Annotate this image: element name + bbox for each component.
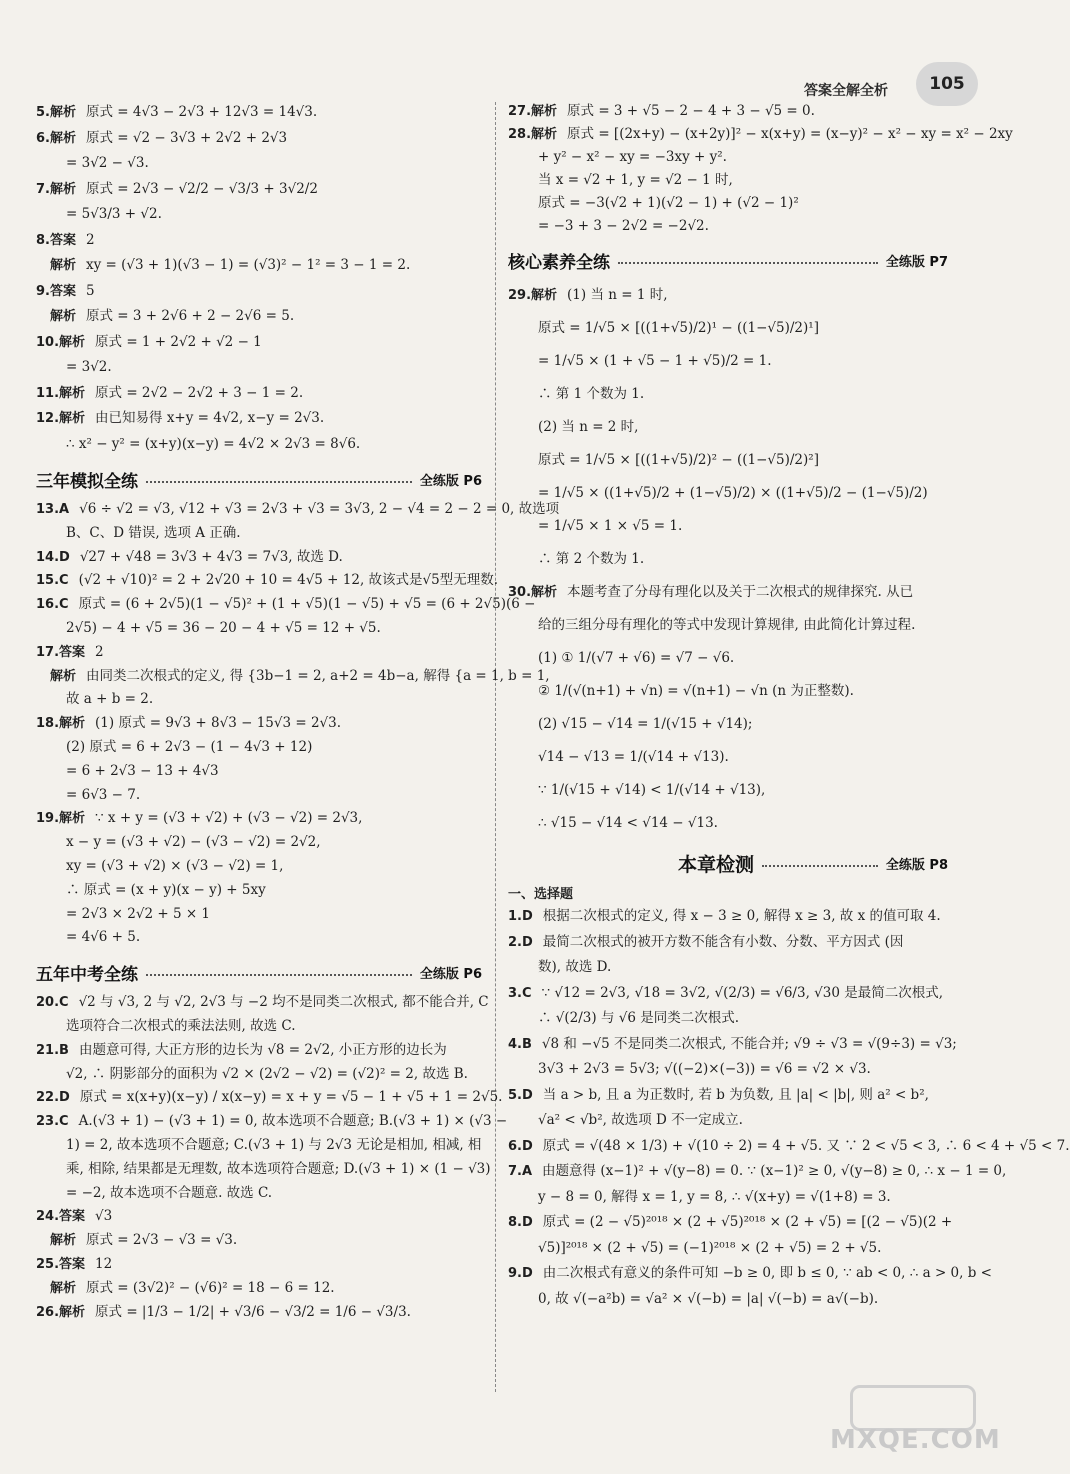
answer-line bbox=[36, 784, 482, 808]
answer-text: 原式 = 3 + 2√6 + 2 − 2√6 = 5. bbox=[86, 308, 295, 324]
answer-line bbox=[508, 1134, 1070, 1160]
answer-text: 原式 = 1/√5 × [((1+√5)/2)² − ((1−√5)/2)²] bbox=[538, 452, 819, 468]
answer-text: √6 ÷ √2 = √3, √12 + √3 = 2√3 + √3 = 3√3, 2 − √4 = 2 − 2 = 0, 故选项 bbox=[79, 501, 560, 517]
answer-text: = 6√3 − 7. bbox=[66, 786, 141, 803]
leader-dots bbox=[618, 262, 878, 264]
answer-line bbox=[508, 444, 948, 477]
answer-label: 8.答案 bbox=[36, 232, 76, 248]
answer-text: 原式 = (3√2)² − (√6)² = 18 − 6 = 12. bbox=[86, 1279, 335, 1296]
answer-text: 选项符合二次根式的乘法法则, 故选 C. bbox=[66, 1017, 296, 1034]
answer-line bbox=[36, 330, 482, 356]
answer-line bbox=[36, 760, 482, 784]
answer-text: √8 和 −√5 不是同类二次根式, 不能合并; √9 ÷ √3 = √(9÷3) = √3; bbox=[541, 1035, 957, 1052]
answer-line bbox=[508, 345, 948, 378]
page-number: 105 bbox=[916, 62, 978, 106]
answer-line bbox=[36, 831, 482, 855]
answer-text: (1) ① 1/(√7 + √6) = √7 − √6. bbox=[538, 650, 735, 666]
answer-text: = 4√6 + 5. bbox=[66, 929, 141, 946]
answer-label: 4.B bbox=[508, 1036, 532, 1052]
answer-line bbox=[36, 151, 482, 177]
answer-text: 当 a > b, 且 a 为正数时, 若 b 为负数, 且 |a| < |b|, 则 a² < b², bbox=[542, 1086, 929, 1103]
answer-line bbox=[36, 1134, 482, 1158]
answer-line bbox=[508, 774, 948, 807]
answer-label: 27.解析 bbox=[508, 104, 558, 119]
answer-text: 根据二次根式的定义, 得 x − 3 ≥ 0, 解得 x ≥ 3, 故 x 的值可取 4. bbox=[542, 908, 941, 924]
answer-line bbox=[36, 202, 482, 228]
section-title: 核心素养全练 bbox=[508, 253, 610, 273]
answer-line bbox=[508, 576, 948, 609]
answer-text: ∵ x + y = (√3 + √2) + (√3 − √2) = 2√3, bbox=[95, 810, 363, 827]
answer-text: 1) = 2, 故本选项不合题意; C.(√3 + 1) 与 2√3 无论是相加, 相减, 相 bbox=[66, 1136, 482, 1153]
answer-text: ∴ 第 1 个数为 1. bbox=[538, 386, 645, 402]
answer-label: 16.C bbox=[36, 597, 69, 613]
answer-text: = 3√2 − √3. bbox=[66, 155, 149, 171]
answer-line bbox=[508, 312, 948, 345]
answer-label: 15.C bbox=[36, 573, 69, 589]
answer-line bbox=[508, 146, 948, 169]
watermark-text: MXQE.COM bbox=[830, 1425, 1001, 1455]
answer-text: √3 bbox=[95, 1208, 113, 1225]
answer-label: 解析 bbox=[50, 258, 77, 273]
answer-line bbox=[508, 904, 948, 930]
answer-text: (2) 当 n = 2 时, bbox=[538, 419, 639, 435]
answer-label: 23.C bbox=[36, 1114, 69, 1130]
answer-line bbox=[36, 593, 536, 617]
answer-text: 3√3 + 2√3 = 5√3; √((−2)×(−3)) = √6 = √2 × √3. bbox=[538, 1061, 871, 1077]
answer-text: 2√5) − 4 + √5 = 36 − 20 − 4 + √5 = 12 + √5. bbox=[66, 619, 381, 636]
leader-dots bbox=[762, 865, 878, 867]
answer-line bbox=[508, 708, 948, 741]
answer-text: 原式 = |1/3 − 1/2| + √3/6 − √3/2 = 1/6 − √3/3. bbox=[95, 1303, 411, 1320]
answer-text: xy = (√3 + 1)(√3 − 1) = (√3)² − 1² = 3 − 1 = 2. bbox=[86, 257, 411, 273]
answer-label: 9.D bbox=[508, 1266, 533, 1281]
answer-line bbox=[508, 1108, 948, 1134]
answer-text: ∵ 1/(√15 + √14) < 1/(√14 + √13), bbox=[538, 782, 766, 798]
answer-line bbox=[508, 1083, 948, 1109]
answer-text: 原式 = [(2x+y) − (x+2y)]² − x(x+y) = (x−y)² − x² − xy = x² − 2xy bbox=[567, 126, 1013, 142]
answer-text: 原式 = 2√2 − 2√2 + 3 − 1 = 2. bbox=[95, 384, 304, 401]
answer-text: = 1/√5 × (1 + √5 − 1 + √5)/2 = 1. bbox=[538, 353, 772, 369]
answer-line bbox=[36, 641, 482, 665]
answer-label: 30.解析 bbox=[508, 585, 558, 600]
answer-text: 由二次根式有意义的条件可知 −b ≥ 0, 即 b ≤ 0, ∵ ab < 0, ∴ a > 0, b < bbox=[542, 1265, 992, 1281]
answer-text: 原式 = 1 + 2√2 + √2 − 1 bbox=[95, 333, 262, 350]
answer-label: 5.D bbox=[508, 1087, 533, 1103]
right-block-3 bbox=[508, 904, 1070, 1312]
answer-line bbox=[36, 381, 482, 407]
answer-line bbox=[36, 1086, 503, 1110]
answer-text: 本题考查了分母有理化以及关于二次根式的规律探究. 从已 bbox=[567, 584, 914, 600]
answer-text: 当 x = √2 + 1, y = √2 − 1 时, bbox=[538, 172, 733, 188]
answer-label: 13.A bbox=[36, 502, 70, 517]
answer-line bbox=[36, 253, 482, 279]
answer-line bbox=[36, 177, 482, 203]
answer-label: 2.D bbox=[508, 934, 533, 950]
answer-line bbox=[36, 279, 482, 305]
answer-line bbox=[36, 991, 489, 1015]
answer-text: (2) 原式 = 6 + 2√3 − (1 − 4√3 + 12) bbox=[66, 738, 313, 755]
answer-line bbox=[36, 432, 482, 458]
answer-label: 22.D bbox=[36, 1090, 70, 1106]
answer-label: 29.解析 bbox=[508, 288, 558, 303]
answer-label: 24.答案 bbox=[36, 1209, 86, 1225]
answer-label: 19.解析 bbox=[36, 811, 86, 827]
answer-text: 原式 = −3(√2 + 1)(√2 − 1) + (√2 − 1)² bbox=[538, 195, 799, 211]
answer-text: 原式 = 2√3 − √3 = √3. bbox=[86, 1232, 238, 1249]
answer-line bbox=[36, 1110, 508, 1134]
answer-line bbox=[36, 498, 560, 522]
answer-text: √14 − √13 = 1/(√14 + √13). bbox=[538, 749, 729, 765]
answer-line bbox=[508, 1210, 953, 1236]
answer-line bbox=[508, 378, 948, 411]
answer-text: 原式 = 1/√5 × [((1+√5)/2)¹ − ((1−√5)/2)¹] bbox=[538, 320, 819, 336]
answer-line bbox=[36, 100, 482, 126]
answer-line bbox=[36, 126, 482, 152]
answer-line bbox=[508, 955, 948, 981]
answer-label: 17.答案 bbox=[36, 644, 86, 660]
answer-text: = 3√2. bbox=[66, 359, 112, 375]
answer-text: 原式 = √2 − 3√3 + 2√2 + 2√3 bbox=[85, 129, 288, 146]
answer-line bbox=[508, 279, 948, 312]
answer-text: 由同类二次根式的定义, 得 {3b−1 = 2, a+2 = 4b−a, 解得 {a = 1, b = 1, bbox=[86, 667, 550, 684]
answer-text: (1) 原式 = 9√3 + 8√3 − 15√3 = 2√3. bbox=[95, 715, 342, 732]
answer-label: 解析 bbox=[50, 309, 77, 324]
answer-line bbox=[508, 543, 948, 576]
right-block-1 bbox=[508, 100, 1013, 238]
answer-text: 故 a + b = 2. bbox=[66, 691, 154, 708]
column-divider bbox=[495, 102, 496, 1392]
answer-line bbox=[508, 675, 948, 708]
answer-text: ∴ x² − y² = (x+y)(x−y) = 4√2 × 2√3 = 8√6. bbox=[66, 435, 361, 452]
answer-text: 原式 = 2√3 − √2/2 − √3/3 + 3√2/2 bbox=[85, 180, 318, 197]
right-block-2 bbox=[508, 279, 948, 840]
answer-line bbox=[508, 1159, 1007, 1185]
answer-line bbox=[508, 1032, 957, 1058]
answer-text: √5)]²⁰¹⁸ × (2 + √5) = (−1)²⁰¹⁸ × (2 + √5) = 2 + √5. bbox=[538, 1239, 882, 1256]
answer-label: 7.解析 bbox=[36, 181, 76, 197]
answer-text: ∴ 原式 = (x + y)(x − y) + 5xy bbox=[66, 881, 266, 898]
answer-line bbox=[36, 807, 482, 831]
answer-text: 2 bbox=[85, 231, 95, 248]
answer-line bbox=[508, 741, 948, 774]
answer-line bbox=[36, 879, 482, 903]
left-block-1 bbox=[36, 100, 482, 457]
answer-text: 原式 = x(x+y)(x−y) / x(x−y) = x + y = √5 − 1 + √5 + 1 = 2√5. bbox=[79, 1089, 503, 1106]
answer-line bbox=[508, 981, 948, 1007]
answer-line bbox=[36, 1277, 482, 1301]
answer-text: 给的三组分母有理化的等式中发现计算规律, 由此简化计算过程. bbox=[538, 617, 916, 633]
answer-line bbox=[36, 617, 482, 641]
answer-line bbox=[508, 192, 948, 215]
answer-text: + y² − x² − xy = −3xy + y². bbox=[538, 149, 727, 165]
answer-line bbox=[508, 215, 948, 238]
answer-text: B、C、D 错误, 选项 A 正确. bbox=[66, 524, 241, 541]
answer-text: 由题意可得, 大正方形的边长为 √8 = 2√2, 小正方形的边长为 bbox=[78, 1041, 447, 1058]
answer-text: 原式 = 3 + √5 − 2 − 4 + 3 − √5 = 0. bbox=[567, 103, 815, 119]
answer-line bbox=[508, 642, 948, 675]
answer-label: 解析 bbox=[50, 668, 77, 684]
answer-line bbox=[36, 406, 482, 432]
answer-label: 解析 bbox=[50, 1233, 77, 1249]
answer-line bbox=[508, 930, 948, 956]
answer-text: = 1/√5 × 1 × √5 = 1. bbox=[538, 518, 683, 534]
answer-line bbox=[36, 903, 482, 927]
answer-label: 6.解析 bbox=[36, 130, 76, 146]
section-ref: 全练版 P8 bbox=[885, 858, 948, 873]
answer-text: ∴ √(2/3) 与 √6 是同类二次根式. bbox=[538, 1010, 740, 1026]
answer-line bbox=[36, 712, 482, 736]
answer-line bbox=[36, 1039, 482, 1063]
left-block-3 bbox=[36, 991, 508, 1324]
answer-label: 1.D bbox=[508, 909, 533, 924]
answer-line bbox=[36, 1301, 482, 1325]
answer-line bbox=[36, 304, 482, 330]
answer-line bbox=[36, 1182, 482, 1206]
answer-line bbox=[508, 1185, 948, 1211]
leader-dots bbox=[146, 974, 412, 976]
answer-text: 原式 = (6 + 2√5)(1 − √5)² + (1 + √5)(1 − √5) + √5 = (6 + 2√5)(6 − bbox=[78, 596, 536, 613]
answer-line bbox=[36, 569, 499, 593]
answer-label: 20.C bbox=[36, 995, 69, 1011]
answer-text: xy = (√3 + √2) × (√3 − √2) = 1, bbox=[66, 857, 284, 874]
answer-text: = 1/√5 × ((1+√5)/2 + (1−√5)/2) × ((1+√5)/2 − (1−√5)/2) bbox=[538, 485, 928, 501]
answer-line bbox=[508, 807, 948, 840]
answer-label: 8.D bbox=[508, 1215, 533, 1230]
answer-text: ∴ 第 2 个数为 1. bbox=[538, 551, 645, 567]
answer-text: ∴ √15 − √14 < √14 − √13. bbox=[538, 815, 718, 831]
answer-text: (2) √15 − √14 = 1/(√15 + √14); bbox=[538, 716, 753, 732]
section-head-benzhang bbox=[508, 850, 948, 877]
answer-text: 原式 = √(48 × 1/3) + √(10 ÷ 2) = 4 + √5. 又 ∵ 2 < √5 < 3, ∴ 6 < 4 + √5 < 7. bbox=[542, 1137, 1070, 1154]
watermark bbox=[830, 1385, 1001, 1465]
answer-label: 21.B bbox=[36, 1042, 69, 1058]
section-head-hexin bbox=[508, 248, 948, 273]
answer-text: 由题意得 (x−1)² + √(y−8) = 0. ∵ (x−1)² ≥ 0, √(y−8) ≥ 0, ∴ x − 1 = 0, bbox=[542, 1163, 1007, 1179]
section-title: 三年模拟全练 bbox=[36, 472, 138, 492]
answer-text: 乘, 相除, 结果都是无理数, 故本选项符合题意; D.(√3 + 1) × (1 − √3) bbox=[66, 1160, 491, 1177]
answer-label: 18.解析 bbox=[36, 716, 86, 732]
answer-text: 2 bbox=[95, 643, 104, 660]
answer-label: 10.解析 bbox=[36, 334, 86, 350]
answer-line bbox=[36, 1205, 482, 1229]
answer-line bbox=[508, 1236, 948, 1262]
answer-line bbox=[508, 100, 948, 123]
answer-line bbox=[36, 228, 482, 254]
answer-text: = 2√3 × 2√2 + 5 × 1 bbox=[66, 905, 211, 922]
answer-text: = 6 + 2√3 − 13 + 4√3 bbox=[66, 762, 219, 779]
answer-text: A.(√3 + 1) − (√3 + 1) = 0, 故本选项不合题意; B.(√3 + 1) × (√3 − bbox=[78, 1113, 508, 1130]
answer-text: (1) 当 n = 1 时, bbox=[567, 287, 668, 303]
answer-label: 5.解析 bbox=[36, 105, 76, 120]
answer-text: 由已知易得 x+y = 4√2, x−y = 2√3. bbox=[95, 410, 325, 426]
answer-text: √27 + √48 = 3√3 + 4√3 = 7√3, 故选 D. bbox=[79, 548, 343, 565]
section-head-sannian bbox=[36, 467, 482, 492]
answer-line bbox=[36, 546, 482, 570]
answer-label: 25.答案 bbox=[36, 1256, 86, 1272]
section-title: 本章检测 bbox=[678, 854, 755, 876]
answer-line bbox=[36, 522, 482, 546]
answer-label: 7.A bbox=[508, 1164, 533, 1179]
answer-line bbox=[508, 123, 1013, 146]
answer-text: = 5√3/3 + √2. bbox=[66, 206, 162, 222]
section-head-wunian bbox=[36, 960, 482, 985]
answer-label: 28.解析 bbox=[508, 127, 558, 142]
answer-line bbox=[508, 1261, 992, 1287]
answer-line bbox=[508, 411, 948, 444]
answer-line bbox=[508, 477, 948, 510]
answer-line bbox=[36, 926, 482, 950]
answer-text: = −3 + 3 − 2√2 = −2√2. bbox=[538, 218, 709, 234]
answer-label: 12.解析 bbox=[36, 411, 86, 426]
answer-line bbox=[508, 1057, 948, 1083]
section-ref: 全练版 P6 bbox=[419, 967, 482, 983]
answer-text: = −2, 故本选项不合题意. 故选 C. bbox=[66, 1184, 273, 1201]
answer-label: 6.D bbox=[508, 1138, 533, 1154]
answer-text: √a² < √b², 故选项 D 不一定成立. bbox=[538, 1112, 743, 1128]
answer-text: 最简二次根式的被开方数不能含有小数、分数、平方因式 (因 bbox=[542, 933, 904, 950]
answer-text: 12 bbox=[95, 1255, 113, 1272]
answer-line bbox=[508, 609, 948, 642]
answer-line bbox=[36, 736, 482, 760]
answer-text: ② 1/(√(n+1) + √n) = √(n+1) − √n (n 为正整数). bbox=[538, 683, 854, 699]
answer-label: 3.C bbox=[508, 985, 532, 1001]
answer-line bbox=[36, 855, 482, 879]
answer-line bbox=[36, 355, 482, 381]
answer-text: 原式 = (2 − √5)²⁰¹⁸ × (2 + √5)²⁰¹⁸ × (2 + √5) = [(2 − √5)(2 + bbox=[542, 1214, 953, 1230]
answer-text: 0, 故 √(−a²b) = √a² × √(−b) = |a| √(−b) = a√(−b). bbox=[538, 1290, 879, 1307]
answer-line bbox=[36, 688, 482, 712]
section-title: 五年中考全练 bbox=[36, 965, 138, 986]
answer-label: 11.解析 bbox=[36, 385, 86, 401]
answer-line bbox=[36, 665, 550, 689]
leader-dots bbox=[146, 481, 412, 483]
answer-text: 原式 = 4√3 − 2√3 + 12√3 = 14√3. bbox=[85, 104, 318, 120]
answer-line bbox=[508, 510, 948, 543]
section-ref: 全练版 P7 bbox=[885, 255, 948, 270]
header-title: 答案全解全析 bbox=[804, 83, 888, 99]
answer-text: √2 与 √3, 2 与 √2, 2√3 与 −2 均不是同类二次根式, 都不能合并, C bbox=[78, 994, 489, 1011]
answer-text: ∵ √12 = 2√3, √18 = 3√2, √(2/3) = √6/3, √30 是最简二次根式, bbox=[541, 984, 944, 1001]
answer-line bbox=[508, 1287, 948, 1313]
right-column bbox=[508, 100, 1070, 1312]
answer-text: √2, ∴ 阴影部分的面积为 √2 × (2√2 − √2) = (√2)² = 2, 故选 B. bbox=[66, 1065, 468, 1082]
answer-text: x − y = (√3 + √2) − (√3 − √2) = 2√2, bbox=[66, 834, 321, 851]
answer-text: 5 bbox=[85, 282, 95, 299]
answer-line bbox=[508, 1006, 948, 1032]
answer-line bbox=[36, 1063, 482, 1087]
answer-label: 14.D bbox=[36, 549, 70, 565]
answer-line bbox=[36, 1158, 491, 1182]
sub-heading-choice: 一、选择题 bbox=[508, 887, 574, 902]
answer-text: (√2 + √10)² = 2 + 2√20 + 10 = 4√5 + 12, 故该式是√5型无理数. bbox=[78, 572, 499, 589]
section-ref: 全练版 P6 bbox=[419, 474, 482, 489]
answer-label: 26.解析 bbox=[36, 1304, 86, 1320]
answer-text: 数), 故选 D. bbox=[538, 959, 612, 975]
answer-line bbox=[36, 1253, 482, 1277]
answer-line bbox=[36, 1015, 482, 1039]
answer-text: y − 8 = 0, 解得 x = 1, y = 8, ∴ √(x+y) = √(1+8) = 3. bbox=[538, 1188, 891, 1205]
answer-line bbox=[508, 169, 948, 192]
answer-line bbox=[36, 1229, 482, 1253]
answer-label: 解析 bbox=[50, 1280, 77, 1296]
answer-label: 9.答案 bbox=[36, 283, 76, 299]
